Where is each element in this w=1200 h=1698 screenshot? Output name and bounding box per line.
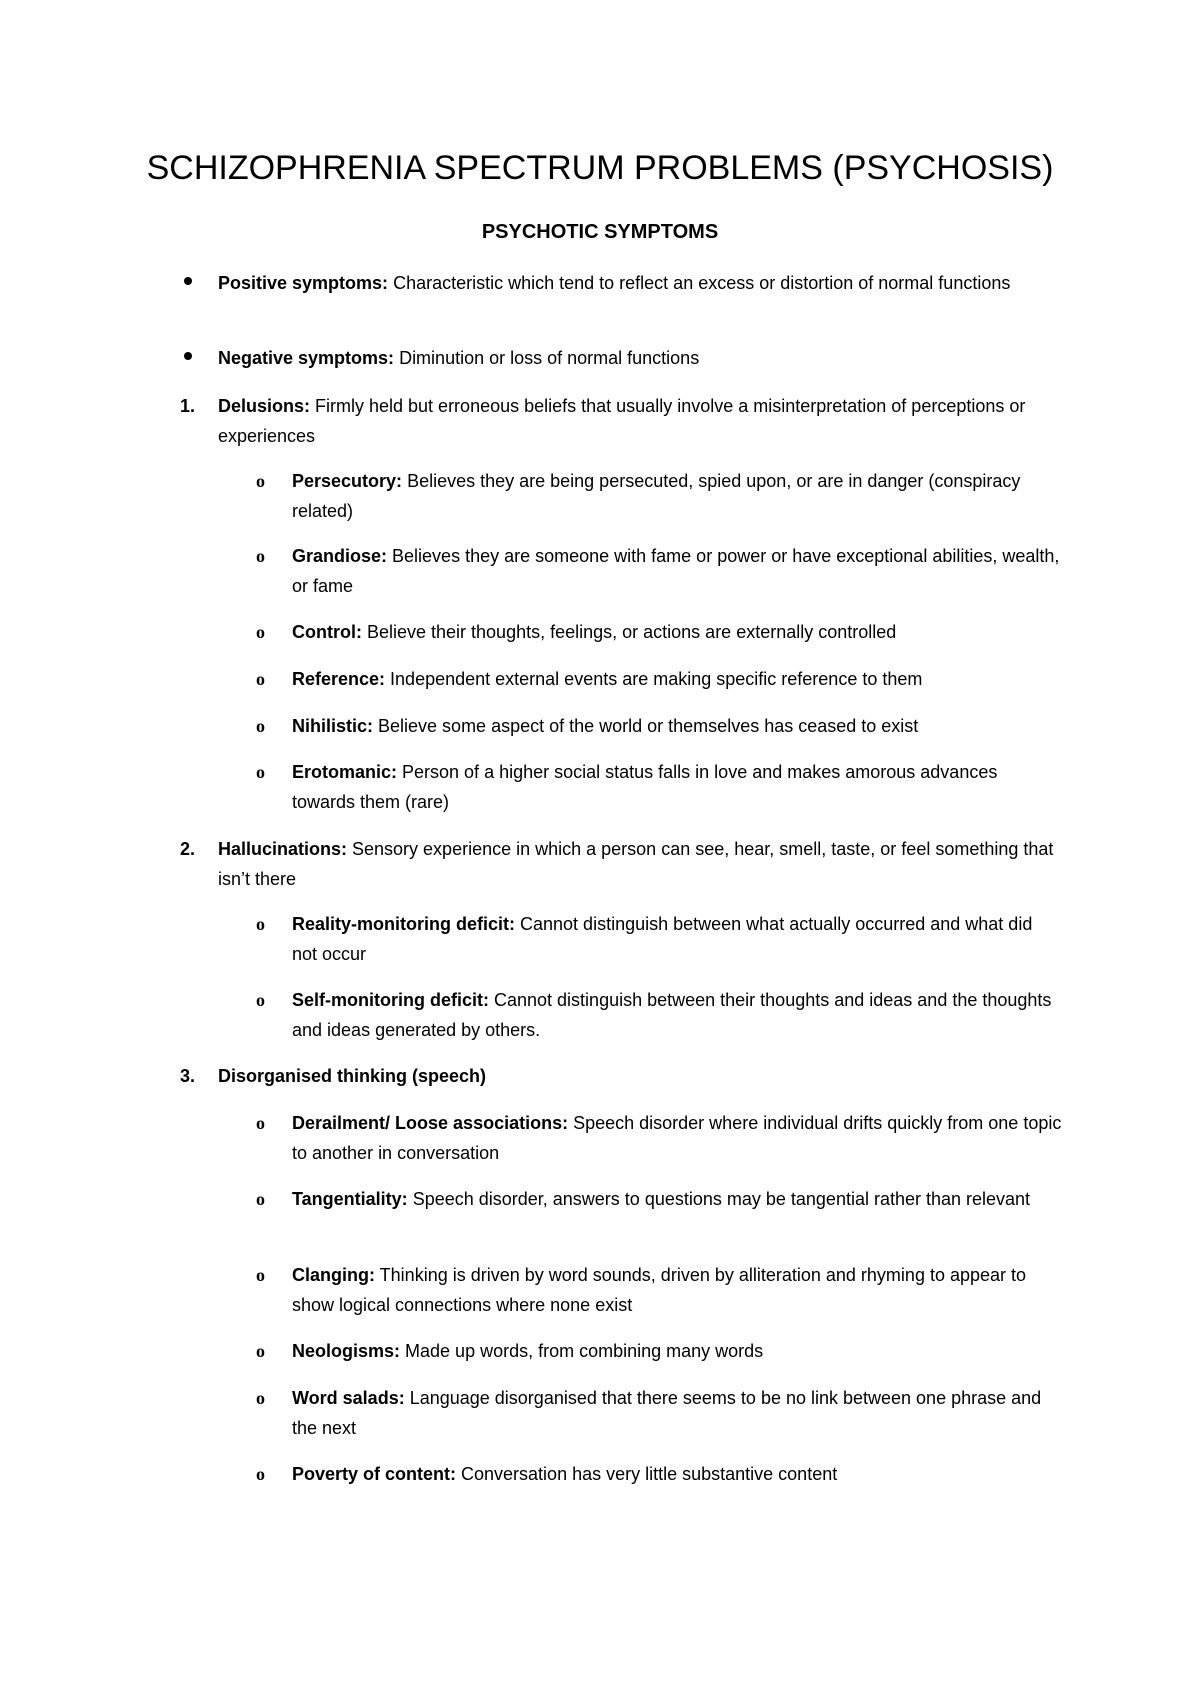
sub-term: Reference:: [292, 669, 386, 689]
sub-bullet-icon: o: [256, 546, 265, 566]
sub-bullet-icon: o: [256, 1113, 265, 1133]
sub-text: Conversation has very little substantive content: [456, 1464, 838, 1484]
list-number: 1.: [180, 396, 196, 416]
sub-list-item: [292, 757, 1062, 817]
bullet-text: Diminution or loss of normal functions: [394, 348, 700, 368]
sub-list-item: [292, 541, 1062, 601]
sub-text: Language disorganised that there seems to be no link between one phrase and the next: [292, 1388, 1042, 1438]
sub-bullet-icon: o: [256, 1189, 265, 1209]
sub-text: Believes they are being persecuted, spied upon, or are in danger (conspiracy related): [292, 471, 1021, 521]
list-term: Disorganised thinking (speech): [218, 1066, 487, 1086]
sub-term: Tangentiality:: [292, 1189, 408, 1209]
sub-text: Believe some aspect of the world or themselves has ceased to exist: [373, 716, 919, 736]
bullet-icon: [184, 277, 192, 285]
sub-list-item: [292, 617, 1062, 647]
list-item: [218, 834, 1058, 894]
bullet-icon: [184, 352, 192, 360]
page-title: SCHIZOPHRENIA SPECTRUM PROBLEMS (PSYCHOSIS): [146, 149, 1054, 187]
sub-bullet-icon: o: [256, 1388, 265, 1408]
sub-term: Grandiose:: [292, 546, 388, 566]
sub-term: Neologisms:: [292, 1341, 401, 1361]
sub-term: Control:: [292, 622, 362, 642]
sub-term: Poverty of content:: [292, 1464, 457, 1484]
sub-list-item: [292, 985, 1062, 1045]
bullet-term: Negative symptoms:: [218, 348, 395, 368]
sub-list-item: [292, 1184, 1062, 1214]
sub-term: Reality-monitoring deficit:: [292, 914, 516, 934]
sub-text: Independent external events are making specific reference to them: [385, 669, 923, 689]
sub-bullet-icon: o: [256, 1265, 265, 1285]
sub-bullet-icon: o: [256, 471, 265, 491]
sub-term: Word salads:: [292, 1388, 405, 1408]
sub-bullet-icon: o: [256, 669, 265, 689]
bullet-item: [218, 268, 1058, 298]
bullet-item: [218, 343, 1058, 373]
sub-bullet-icon: o: [256, 1464, 265, 1484]
sub-term: Nihilistic:: [292, 716, 374, 736]
list-text: Firmly held but erroneous beliefs that usually involve a misinterpretation of perceptions or experiences: [218, 396, 1026, 446]
sub-term: Self-monitoring deficit:: [292, 990, 489, 1010]
sub-list-item: [292, 909, 1062, 969]
sub-list-item: [292, 1459, 1062, 1489]
list-term: Delusions:: [218, 396, 311, 416]
sub-text: Cannot distinguish between their thoughts and ideas and the thoughts and ideas generated by others.: [292, 990, 1052, 1040]
bullet-text: Characteristic which tend to reflect an excess or distortion of normal functions: [388, 273, 1011, 293]
sub-bullet-icon: o: [256, 990, 265, 1010]
sub-list-item: [292, 711, 1062, 741]
sub-list-item: [292, 1108, 1062, 1168]
bullet-term: Positive symptoms:: [218, 273, 389, 293]
sub-bullet-icon: o: [256, 716, 265, 736]
sub-list-item: [292, 466, 1062, 526]
sub-term: Derailment/ Loose associations:: [292, 1113, 569, 1133]
sub-list-item: [292, 1260, 1062, 1320]
sub-text: Believes they are someone with fame or power or have exceptional abilities, wealth, or fame: [292, 546, 1060, 596]
sub-list-item: [292, 1383, 1062, 1443]
sub-list-item: [292, 664, 1062, 694]
section-heading: PSYCHOTIC SYMPTOMS: [481, 221, 719, 243]
list-item: [218, 391, 1058, 451]
list-number: 3.: [180, 1066, 196, 1086]
list-text: Sensory experience in which a person can see, hear, smell, taste, or feel something that isn’t there: [218, 839, 1054, 889]
sub-text: Speech disorder, answers to questions may be tangential rather than relevant: [407, 1189, 1031, 1209]
sub-text: Made up words, from combining many words: [400, 1341, 764, 1361]
list-item: [218, 1061, 1058, 1091]
sub-text: Speech disorder where individual drifts quickly from one topic to another in conversation: [292, 1113, 1062, 1163]
sub-text: Believe their thoughts, feelings, or actions are externally controlled: [361, 622, 897, 642]
sub-bullet-icon: o: [256, 762, 265, 782]
list-term: Hallucinations:: [218, 839, 348, 859]
sub-text: Cannot distinguish between what actually occurred and what did not occur: [292, 914, 1033, 964]
sub-list-item: [292, 1336, 1062, 1366]
sub-text: Person of a higher social status falls in love and makes amorous advances towards them (rare): [292, 762, 998, 812]
sub-term: Erotomanic:: [292, 762, 398, 782]
sub-text: Thinking is driven by word sounds, driven by alliteration and rhyming to appear to show logical connections where none exist: [292, 1265, 1027, 1315]
sub-term: Clanging:: [292, 1265, 375, 1285]
sub-bullet-icon: o: [256, 914, 265, 934]
list-number: 2.: [180, 839, 196, 859]
sub-bullet-icon: o: [256, 1341, 265, 1361]
sub-term: Persecutory:: [292, 471, 403, 491]
sub-bullet-icon: o: [256, 622, 265, 642]
